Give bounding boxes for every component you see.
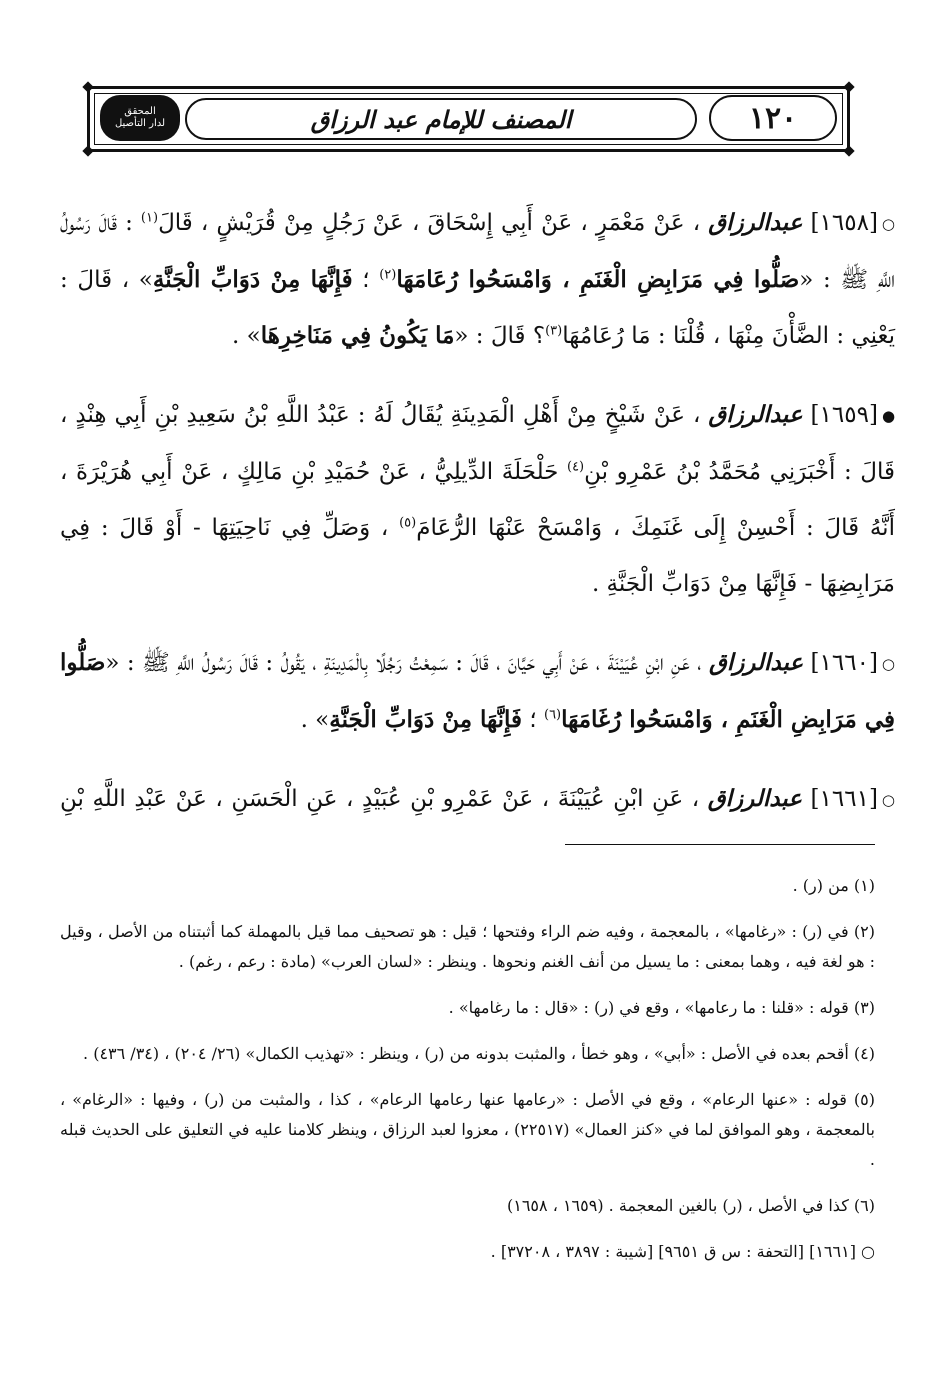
hadith-marker-icon: ○	[881, 215, 896, 233]
hadith-marker-icon: ●	[881, 407, 896, 425]
ornament-diamond-icon	[82, 81, 93, 92]
footnote-ref[interactable]: (٦)	[543, 707, 562, 723]
footnote-text: أقحم بعده في الأصل : «أبي» ، وهو خطأ ، والمثبت بدونه من (ر) ، وينظر : «تهذيب الكمال» (٢٦/ ٢٠٤) ، (٣٤/ ٤٣٦) .	[83, 1044, 849, 1063]
footnote-separator	[565, 844, 875, 845]
footnote-text: قوله : «عنها الرعام» ، وقع في الأصل : «رعامها عنها رعامها الرعام» ، كذا ، والمثبت من (ر) ، وفيها : «الرغام» ، بالمعجمة ، وهو الموافق لما في «كنز العمال» (٢٢٥١٧) ، معزوا لعبد الرزاق ، وينظر كلامنا عليه في التعليق على الحديث قبله .	[60, 1090, 875, 1169]
hadith-number: [١٦٦١]	[810, 786, 878, 812]
hadith-1661	[60, 771, 895, 828]
footnotes	[60, 855, 875, 1283]
hadith-marker-icon: ○	[881, 655, 896, 673]
footnote-ref[interactable]: (٤)	[566, 459, 585, 475]
footnote-2	[60, 917, 875, 977]
page-number: ١٢٠	[748, 100, 798, 136]
footnote-ref[interactable]: (٣)	[545, 323, 563, 339]
hadith-1659	[60, 387, 895, 612]
hadith-text: » ، قَالَ : يَعْنِي : الضَّأْنَ مِنْهَا ، قُلْنَا : مَا رُعَامُهَا	[60, 267, 895, 349]
hadith-text: » .	[300, 707, 330, 733]
hadith-marker-icon: ○	[881, 791, 896, 809]
hadith-text: ، عَنِ ابْنِ عُيَيْنَةَ ، عَنْ أَبِي حَيَّانَ ، قَالَ : سَمِعْتُ رَجُلًا بِالْمَدِينَةِ ، يَقُولُ : قَالَ رَسُولُ اللَّهِ ﷺ : «	[105, 650, 702, 676]
page-header	[87, 86, 850, 152]
hadith-text: ، عَنْ شَيْخٍ مِنْ أَهْلِ الْمَدِينَةِ يُقَالُ لَهُ : عَبْدُ اللَّهِ بْنُ سَعِيدِ بْنِ أَبِي هِنْدٍ ، قَالَ : أَخْبَرَنِي مُحَمَّدُ بْنُ عَمْرِو بْنِ	[60, 402, 896, 485]
footnote-ref[interactable]: (١)	[140, 210, 159, 226]
prophetic-quote: فَإِنَّهَا مِنْ دَوَابِّ الْجَنَّةِ	[329, 706, 523, 733]
footnote-ref[interactable]: (٥)	[399, 515, 417, 531]
footnote-1	[60, 871, 875, 901]
footnote-number: (١)	[853, 876, 875, 895]
hadith-number: [١٦٥٩]	[810, 402, 878, 428]
footnote-number: (٦)	[853, 1196, 875, 1215]
prophetic-quote: مَا يَكُونُ فِي مَنَاخِرِهَا	[260, 322, 455, 349]
emblem-line-2: لدار التأصيل	[114, 118, 166, 129]
hadith-text: ، وَصَلِّ فِي نَاحِيَتِهَا - أَوْ قَالَ : فِي مَرَابِضِهَا - فَإِنَّهَا مِنْ دَوَابِّ الْجَنَّةِ .	[60, 515, 895, 597]
emblem-line-1: المحقق	[124, 106, 156, 117]
ornament-diamond-icon	[843, 145, 854, 156]
hadith-text: : قَالَ رَسُولُ اللَّهِ ﷺ : «	[60, 210, 895, 293]
hadith-1660	[60, 635, 895, 748]
hadith-text: ؟ قَالَ : «	[454, 323, 546, 349]
footnote-5	[60, 1085, 875, 1175]
hadith-number: [١٦٥٨]	[810, 210, 878, 236]
narrator-name: عبدالرزاق	[708, 649, 804, 676]
footnote-number: (٣)	[853, 998, 875, 1017]
publisher-emblem	[100, 95, 180, 141]
prophetic-quote: صَلُّوا فِي مَرَابِضِ الْغَنَمِ ، وَامْسَحُوا رُعَامَهَا	[396, 266, 800, 293]
narrator-name: عبدالرزاق	[707, 785, 802, 812]
hadith-text: حَلْحَلَةَ الدِّيلِيُّ ، عَنْ حُمَيْدِ بْنِ مَالِكٍ ، عَنْ أَبِي هُرَيْرَةَ ، أَنَّهُ قَالَ : أَحْسِنْ إِلَى غَنَمِكَ ، وَامْسَحْ عَنْهَا الرُّعَامَ	[60, 459, 895, 541]
prophetic-quote: فَإِنَّهَا مِنْ دَوَابِّ الْجَنَّةِ	[152, 266, 353, 293]
hadith-text: ؛	[352, 267, 380, 293]
footnote-ref[interactable]: (٢)	[379, 267, 397, 283]
narrator-name: عبدالرزاق	[708, 209, 803, 236]
footnote-number: (٥)	[853, 1090, 875, 1109]
book-title: المصنف للإمام عبد الرزاق	[310, 104, 572, 134]
footnote-text: قوله : «قلنا : ما رعامها» ، وقع في (ر) : «قال : ما رغامها» .	[448, 998, 849, 1017]
hadith-list	[60, 172, 895, 836]
footnote-3	[60, 993, 875, 1023]
hadith-text: ، عَنْ مَعْمَرٍ ، عَنْ أَبِي إِسْحَاقَ ، عَنْ رَجُلٍ مِنْ قُرَيْشٍ ، قَالَ	[158, 210, 701, 236]
hadith-text: ؛	[522, 707, 544, 733]
prophetic-quote: صَلُّوا فِي مَرَابِضِ الْغَنَمِ ، وَامْسَحُوا رُغَامَهَا	[60, 649, 895, 733]
footnote-text: من (ر) .	[792, 876, 849, 895]
footnote-6	[60, 1191, 875, 1221]
narrator-name: عبدالرزاق	[708, 401, 803, 428]
page-number-cartouche	[709, 95, 837, 141]
hadith-1658	[60, 195, 895, 364]
footnote-4	[60, 1039, 875, 1069]
footnote-text: في (ر) : «رغامها» ، بالمعجمة ، وفيه ضم الراء وفتحها ؛ قيل : هو تصحيف مما قيل بالمهملة كما أثبتناه من الأصل ، وقيل : هو لغة فيه ، وهما بمعنى : ما يسيل من أنف الغنم ونحوها . وينظر : «لسان العرب» (مادة : رعم ، رغم) .	[60, 922, 875, 971]
ornament-diamond-icon	[843, 81, 854, 92]
footnote-number: (٤)	[853, 1044, 875, 1063]
footnote-number: (٢)	[853, 922, 875, 941]
hadith-number: [١٦٦٠]	[810, 650, 878, 676]
hadith-text: ، عَنِ ابْنِ عُيَيْنَةَ ، عَنْ عَمْرِو بْنِ عُبَيْدٍ ، عَنِ الْحَسَنِ ، عَنْ عَبْدِ اللَّهِ بْنِ	[60, 786, 700, 812]
header-title-band	[185, 98, 697, 140]
footnote-text: كذا في الأصل ، (ر) بالغين المعجمة . (١٦٥٩ ، ١٦٥٨)	[506, 1196, 849, 1215]
reference-line: ○ [١٦٦١] [التحفة : س ق ٩٦٥١] [شيبة : ٣٨٩٧ ، ٣٧٢٠٨] .	[490, 1242, 875, 1261]
hadith-text: » .	[231, 323, 261, 349]
ornament-diamond-icon	[82, 145, 93, 156]
